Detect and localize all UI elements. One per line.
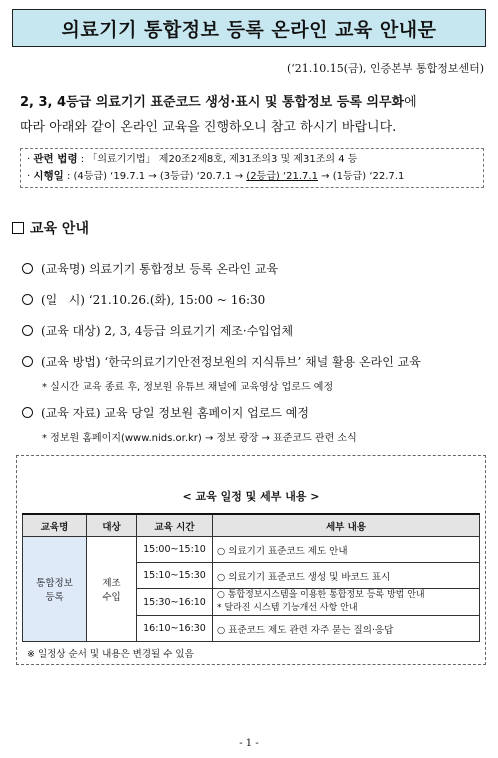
target-cell: 제조 수입 bbox=[87, 537, 137, 642]
header-time: 교육 시간 bbox=[137, 514, 213, 537]
circle-bullet-icon bbox=[22, 263, 33, 274]
detail-cell: ○ 의료기기 표준코드 제도 안내 bbox=[213, 537, 480, 563]
time-cell: 16:10~16:30 bbox=[137, 616, 213, 642]
header-target: 대상 bbox=[87, 514, 137, 537]
page-number: - 1 - bbox=[239, 738, 259, 749]
sub-note: * 실시간 교육 종료 후, 정보원 유튜브 채널에 교육영상 업로드 예정 bbox=[42, 382, 334, 393]
item-text: (교육 방법) ‘한국의료기기안전정보원의 지식튜브’ 채널 활용 온라인 교육 bbox=[41, 355, 421, 369]
list-item bbox=[22, 353, 421, 370]
detail-line: ○ 통합정보시스템을 이용한 통합정보 등록 방법 안내 bbox=[217, 590, 425, 600]
detail-cell bbox=[213, 589, 480, 616]
header-course: 교육명 bbox=[23, 514, 87, 537]
sub-note: * 정보원 홈페이지(www.nids.or.kr) → 정보 광장 → 표준코드 관련 소식 bbox=[42, 433, 357, 444]
schedule-table bbox=[22, 513, 480, 642]
intro-paragraph bbox=[20, 90, 486, 140]
effective-date-line: · 시행일 : (4등급) ‘19.7.1 → (3등급) ‘20.7.1 → (2등급) ‘21.7.1 → (1등급) ‘22.7.1 bbox=[27, 170, 405, 182]
law-text: : 「의료기기법」 제20조2제8호, 제31조의3 및 제31조의 4 등 bbox=[77, 154, 358, 165]
detail-cell: ○ 표준코드 제도 관련 자주 묻는 질의·응답 bbox=[213, 616, 480, 642]
list-item bbox=[22, 404, 309, 421]
table-header-row bbox=[23, 514, 480, 537]
effective-date-a: : (4등급) ‘19.7.1 → (3등급) ‘20.7.1 → bbox=[63, 171, 247, 182]
item-text: (교육명) 의료기기 통합정보 등록 온라인 교육 bbox=[41, 262, 279, 276]
detail-cell: ○ 의료기기 표준코드 생성 및 바코드 표시 bbox=[213, 563, 480, 589]
issue-date: (‘21.10.15(금), 인증본부 통합정보센터) bbox=[286, 62, 484, 75]
circle-bullet-icon bbox=[22, 407, 33, 418]
square-bullet-icon bbox=[12, 222, 24, 234]
circle-bullet-icon bbox=[22, 294, 33, 305]
circle-bullet-icon bbox=[22, 325, 33, 336]
schedule-box bbox=[16, 455, 486, 665]
detail-subline: * 달라진 시스템 기능개선 사항 안내 bbox=[217, 603, 358, 613]
effective-date-underlined: (2등급) ‘21.7.1 bbox=[246, 171, 318, 182]
list-item bbox=[22, 322, 293, 339]
intro-bold-text: 2, 3, 4등급 의료기기 표준코드 생성·표시 및 통합정보 등록 의무화 bbox=[20, 95, 405, 110]
effective-date-b: → (1등급) ‘22.7.1 bbox=[317, 171, 405, 182]
regulation-info-box bbox=[20, 148, 484, 188]
circle-bullet-icon bbox=[22, 356, 33, 367]
document-title: 의료기기 통합정보 등록 온라인 교육 안내문 bbox=[12, 9, 486, 47]
item-text: (교육 대상) 2, 3, 4등급 의료기기 제조·수입업체 bbox=[41, 324, 294, 338]
intro-text-tail: 에 bbox=[404, 95, 417, 110]
table-row bbox=[23, 537, 480, 563]
intro-line-2: 따라 아래와 같이 온라인 교육을 진행하오니 참고 하시기 바랍니다. bbox=[20, 120, 397, 135]
section-title: 교육 안내 bbox=[30, 221, 89, 237]
course-cell: 통합정보 등록 bbox=[23, 537, 87, 642]
time-cell: 15:30~16:10 bbox=[137, 589, 213, 616]
law-label: 관련 법령 bbox=[33, 153, 78, 165]
time-cell: 15:00~15:10 bbox=[137, 537, 213, 563]
item-text: (교육 자료) 교육 당일 정보원 홈페이지 업로드 예정 bbox=[41, 406, 309, 420]
list-item bbox=[22, 291, 265, 308]
list-item bbox=[22, 260, 278, 277]
schedule-title: < 교육 일정 및 세부 내용 > bbox=[182, 490, 320, 503]
effective-date-label: 시행일 bbox=[33, 170, 64, 182]
law-line: · 관련 법령 : 「의료기기법」 제20조2제8호, 제31조의3 및 제31조의 4 등 bbox=[27, 153, 358, 165]
header-detail: 세부 내용 bbox=[213, 514, 480, 537]
schedule-note: ※ 일정상 순서 및 내용은 변경될 수 있음 bbox=[27, 649, 194, 660]
time-cell: 15:10~15:30 bbox=[137, 563, 213, 589]
section-heading bbox=[12, 218, 89, 238]
item-text: (일 시) ‘21.10.26.(화), 15:00 ~ 16:30 bbox=[41, 293, 266, 307]
